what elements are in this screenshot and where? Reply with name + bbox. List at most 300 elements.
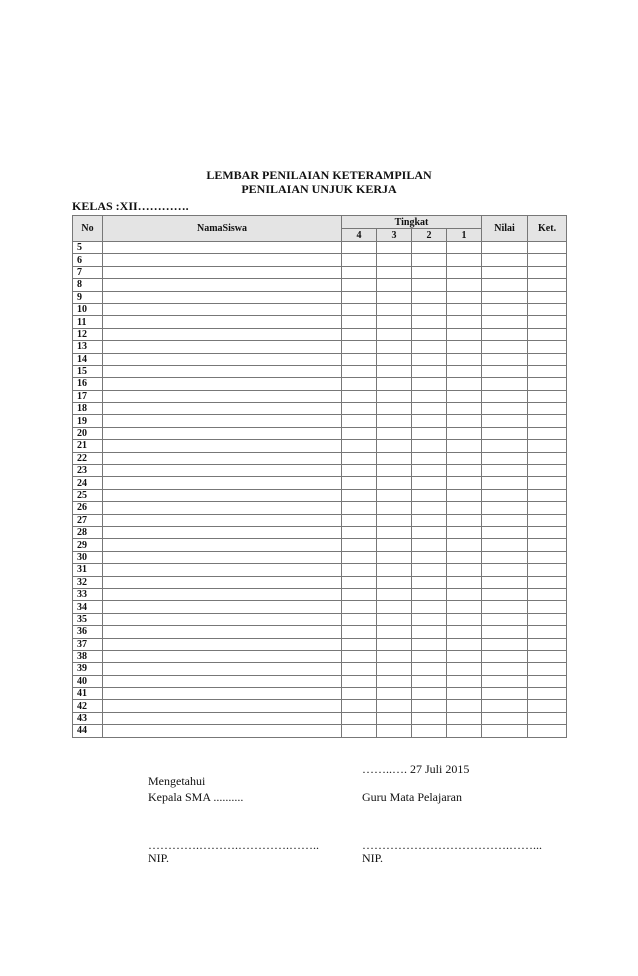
page-subtitle: PENILAIAN UNJUK KERJA (241, 182, 397, 196)
tingkat-4-cell (342, 341, 377, 353)
tingkat-1-cell (447, 477, 482, 489)
ket-cell (528, 291, 567, 303)
tingkat-2-cell (412, 502, 447, 514)
tingkat-3-cell (377, 613, 412, 625)
student-name-cell (103, 502, 342, 514)
tingkat-4-cell (342, 725, 377, 737)
table-row (73, 242, 567, 254)
tingkat-2-cell (412, 303, 447, 315)
table-row (73, 403, 567, 415)
tingkat-3-cell (377, 551, 412, 563)
nilai-cell (482, 390, 528, 402)
student-name-cell (103, 626, 342, 638)
tingkat-2-cell (412, 626, 447, 638)
ket-cell (528, 328, 567, 340)
table-row (73, 266, 567, 278)
tingkat-2-cell (412, 613, 447, 625)
ket-cell (528, 378, 567, 390)
tingkat-1-cell (447, 700, 482, 712)
nilai-cell (482, 279, 528, 291)
tingkat-2-cell (412, 514, 447, 526)
principal-role: Kepala SMA .......... (148, 790, 244, 804)
nilai-cell (482, 675, 528, 687)
nilai-cell (482, 427, 528, 439)
student-name-cell (103, 390, 342, 402)
nilai-cell (482, 465, 528, 477)
student-name-cell (103, 663, 342, 675)
row-number: 17 (73, 390, 103, 402)
column-header-name: NamaSiswa (103, 216, 342, 242)
row-number: 22 (73, 452, 103, 464)
tingkat-3-cell (377, 365, 412, 377)
nilai-cell (482, 551, 528, 563)
tingkat-3-cell (377, 576, 412, 588)
tingkat-2-cell (412, 403, 447, 415)
tingkat-4-cell (342, 588, 377, 600)
nilai-cell (482, 266, 528, 278)
tingkat-4-cell (342, 254, 377, 266)
student-name-cell (103, 465, 342, 477)
nilai-cell (482, 303, 528, 315)
tingkat-1-cell (447, 551, 482, 563)
tingkat-4-cell (342, 440, 377, 452)
row-number: 31 (73, 564, 103, 576)
ket-cell (528, 415, 567, 427)
tingkat-1-cell (447, 353, 482, 365)
tingkat-4-cell (342, 688, 377, 700)
table-row (73, 365, 567, 377)
ket-cell (528, 279, 567, 291)
student-name-cell (103, 688, 342, 700)
teacher-signature-line: ……………………………….……... (362, 838, 542, 852)
nilai-cell (482, 564, 528, 576)
row-number: 18 (73, 403, 103, 415)
tingkat-3-cell (377, 291, 412, 303)
tingkat-4-cell (342, 700, 377, 712)
tingkat-2-cell (412, 725, 447, 737)
tingkat-3-cell (377, 725, 412, 737)
ket-cell (528, 427, 567, 439)
row-number: 24 (73, 477, 103, 489)
tingkat-3-cell (377, 650, 412, 662)
student-name-cell (103, 328, 342, 340)
nilai-cell (482, 725, 528, 737)
tingkat-3-cell (377, 415, 412, 427)
student-name-cell (103, 279, 342, 291)
table-row (73, 688, 567, 700)
row-number: 16 (73, 378, 103, 390)
tingkat-2-cell (412, 588, 447, 600)
tingkat-4-cell (342, 576, 377, 588)
tingkat-1-cell (447, 613, 482, 625)
student-name-cell (103, 551, 342, 563)
table-row (73, 601, 567, 613)
tingkat-4-cell (342, 601, 377, 613)
tingkat-1-cell (447, 688, 482, 700)
row-number: 41 (73, 688, 103, 700)
nilai-cell (482, 526, 528, 538)
tingkat-3-cell (377, 427, 412, 439)
ket-cell (528, 353, 567, 365)
student-name-cell (103, 725, 342, 737)
student-name-cell (103, 712, 342, 724)
tingkat-1-cell (447, 378, 482, 390)
tingkat-3-cell (377, 564, 412, 576)
ket-cell (528, 688, 567, 700)
ket-cell (528, 452, 567, 464)
table-row (73, 613, 567, 625)
tingkat-4-cell (342, 291, 377, 303)
table-row (73, 551, 567, 563)
tingkat-3-cell (377, 539, 412, 551)
tingkat-3-cell (377, 588, 412, 600)
tingkat-1-cell (447, 663, 482, 675)
nilai-cell (482, 489, 528, 501)
ket-cell (528, 316, 567, 328)
student-name-cell (103, 403, 342, 415)
nilai-cell (482, 663, 528, 675)
table-row (73, 514, 567, 526)
table-row (73, 489, 567, 501)
row-number: 23 (73, 465, 103, 477)
ket-cell (528, 551, 567, 563)
nilai-cell (482, 700, 528, 712)
nilai-cell (482, 378, 528, 390)
row-number: 32 (73, 576, 103, 588)
table-row (73, 291, 567, 303)
row-number: 5 (73, 242, 103, 254)
row-number: 37 (73, 638, 103, 650)
tingkat-4-cell (342, 452, 377, 464)
tingkat-1-cell (447, 650, 482, 662)
table-row (73, 725, 567, 737)
tingkat-1-cell (447, 601, 482, 613)
row-number: 44 (73, 725, 103, 737)
tingkat-3-cell (377, 675, 412, 687)
tingkat-1-cell (447, 539, 482, 551)
class-label: KELAS :XII…………. (72, 199, 189, 213)
tingkat-2-cell (412, 489, 447, 501)
tingkat-4-cell (342, 626, 377, 638)
tingkat-2-cell (412, 390, 447, 402)
nilai-cell (482, 403, 528, 415)
tingkat-1-cell (447, 341, 482, 353)
tingkat-3-cell (377, 514, 412, 526)
student-name-cell (103, 266, 342, 278)
row-number: 25 (73, 489, 103, 501)
nilai-cell (482, 588, 528, 600)
table-row (73, 675, 567, 687)
tingkat-2-cell (412, 328, 447, 340)
tingkat-3-cell (377, 712, 412, 724)
tingkat-3-cell (377, 688, 412, 700)
ket-cell (528, 526, 567, 538)
tingkat-3-cell (377, 303, 412, 315)
tingkat-2-cell (412, 254, 447, 266)
tingkat-level-header: 3 (377, 229, 412, 242)
nilai-cell (482, 415, 528, 427)
student-name-cell (103, 526, 342, 538)
table-row (73, 465, 567, 477)
tingkat-4-cell (342, 328, 377, 340)
nilai-cell (482, 328, 528, 340)
tingkat-4-cell (342, 415, 377, 427)
tingkat-4-cell (342, 650, 377, 662)
ket-cell (528, 539, 567, 551)
nilai-cell (482, 576, 528, 588)
approval-heading: Mengetahui (148, 774, 206, 788)
tingkat-4-cell (342, 564, 377, 576)
tingkat-2-cell (412, 452, 447, 464)
row-number: 14 (73, 353, 103, 365)
tingkat-4-cell (342, 477, 377, 489)
tingkat-4-cell (342, 465, 377, 477)
row-number: 42 (73, 700, 103, 712)
tingkat-1-cell (447, 452, 482, 464)
table-row (73, 638, 567, 650)
table-row (73, 390, 567, 402)
row-number: 29 (73, 539, 103, 551)
assessment-table (72, 215, 567, 738)
ket-cell (528, 626, 567, 638)
tingkat-3-cell (377, 316, 412, 328)
tingkat-4-cell (342, 712, 377, 724)
tingkat-2-cell (412, 341, 447, 353)
table-row (73, 576, 567, 588)
tingkat-1-cell (447, 675, 482, 687)
tingkat-4-cell (342, 390, 377, 402)
tingkat-2-cell (412, 465, 447, 477)
tingkat-3-cell (377, 341, 412, 353)
tingkat-3-cell (377, 328, 412, 340)
tingkat-3-cell (377, 526, 412, 538)
table-row (73, 378, 567, 390)
table-row (73, 303, 567, 315)
student-name-cell (103, 564, 342, 576)
tingkat-4-cell (342, 353, 377, 365)
ket-cell (528, 675, 567, 687)
tingkat-3-cell (377, 663, 412, 675)
tingkat-1-cell (447, 427, 482, 439)
ket-cell (528, 365, 567, 377)
tingkat-1-cell (447, 638, 482, 650)
row-number: 26 (73, 502, 103, 514)
tingkat-2-cell (412, 279, 447, 291)
ket-cell (528, 576, 567, 588)
tingkat-3-cell (377, 638, 412, 650)
tingkat-1-cell (447, 415, 482, 427)
tingkat-2-cell (412, 688, 447, 700)
nilai-cell (482, 316, 528, 328)
row-number: 12 (73, 328, 103, 340)
tingkat-4-cell (342, 427, 377, 439)
nilai-cell (482, 353, 528, 365)
tingkat-1-cell (447, 254, 482, 266)
tingkat-4-cell (342, 551, 377, 563)
tingkat-1-cell (447, 328, 482, 340)
student-name-cell (103, 489, 342, 501)
row-number: 11 (73, 316, 103, 328)
ket-cell (528, 700, 567, 712)
tingkat-3-cell (377, 477, 412, 489)
tingkat-2-cell (412, 378, 447, 390)
student-name-cell (103, 601, 342, 613)
nilai-cell (482, 613, 528, 625)
row-number: 34 (73, 601, 103, 613)
principal-nip: NIP. (148, 851, 170, 865)
nilai-cell (482, 242, 528, 254)
tingkat-4-cell (342, 663, 377, 675)
page-title: LEMBAR PENILAIAN KETERAMPILAN (206, 168, 432, 182)
nilai-cell (482, 514, 528, 526)
nilai-cell (482, 291, 528, 303)
student-name-cell (103, 675, 342, 687)
tingkat-4-cell (342, 502, 377, 514)
tingkat-1-cell (447, 403, 482, 415)
nilai-cell (482, 638, 528, 650)
tingkat-3-cell (377, 403, 412, 415)
tingkat-3-cell (377, 700, 412, 712)
tingkat-3-cell (377, 440, 412, 452)
ket-cell (528, 613, 567, 625)
table-row (73, 650, 567, 662)
principal-signature-line: ………….……….………….…….. (148, 838, 319, 852)
student-name-cell (103, 303, 342, 315)
nilai-cell (482, 477, 528, 489)
tingkat-4-cell (342, 675, 377, 687)
row-number: 36 (73, 626, 103, 638)
row-number: 21 (73, 440, 103, 452)
tingkat-4-cell (342, 365, 377, 377)
column-header-nilai: Nilai (482, 216, 528, 242)
teacher-nip: NIP. (362, 851, 384, 865)
nilai-cell (482, 502, 528, 514)
row-number: 6 (73, 254, 103, 266)
tingkat-1-cell (447, 279, 482, 291)
nilai-cell (482, 365, 528, 377)
tingkat-1-cell (447, 712, 482, 724)
tingkat-1-cell (447, 465, 482, 477)
nilai-cell (482, 341, 528, 353)
tingkat-2-cell (412, 551, 447, 563)
tingkat-4-cell (342, 526, 377, 538)
student-name-cell (103, 477, 342, 489)
nilai-cell (482, 440, 528, 452)
ket-cell (528, 588, 567, 600)
student-name-cell (103, 353, 342, 365)
ket-cell (528, 266, 567, 278)
tingkat-2-cell (412, 242, 447, 254)
tingkat-1-cell (447, 502, 482, 514)
table-row (73, 502, 567, 514)
row-number: 8 (73, 279, 103, 291)
tingkat-3-cell (377, 452, 412, 464)
ket-cell (528, 650, 567, 662)
tingkat-3-cell (377, 378, 412, 390)
tingkat-4-cell (342, 316, 377, 328)
tingkat-3-cell (377, 242, 412, 254)
row-number: 43 (73, 712, 103, 724)
student-name-cell (103, 365, 342, 377)
ket-cell (528, 725, 567, 737)
ket-cell (528, 242, 567, 254)
row-number: 38 (73, 650, 103, 662)
ket-cell (528, 489, 567, 501)
student-name-cell (103, 613, 342, 625)
ket-cell (528, 564, 567, 576)
ket-cell (528, 465, 567, 477)
row-number: 13 (73, 341, 103, 353)
student-name-cell (103, 427, 342, 439)
student-name-cell (103, 576, 342, 588)
table-row (73, 626, 567, 638)
teacher-role: Guru Mata Pelajaran (362, 790, 462, 804)
tingkat-2-cell (412, 712, 447, 724)
tingkat-1-cell (447, 440, 482, 452)
tingkat-3-cell (377, 601, 412, 613)
tingkat-level-header: 4 (342, 229, 377, 242)
nilai-cell (482, 254, 528, 266)
table-row (73, 415, 567, 427)
tingkat-1-cell (447, 725, 482, 737)
student-name-cell (103, 539, 342, 551)
ket-cell (528, 303, 567, 315)
ket-cell (528, 403, 567, 415)
table-row (73, 564, 567, 576)
student-name-cell (103, 254, 342, 266)
tingkat-4-cell (342, 242, 377, 254)
column-header-tingkat: Tingkat (342, 216, 482, 229)
tingkat-2-cell (412, 601, 447, 613)
student-name-cell (103, 378, 342, 390)
table-row (73, 328, 567, 340)
tingkat-2-cell (412, 675, 447, 687)
tingkat-2-cell (412, 415, 447, 427)
tingkat-1-cell (447, 626, 482, 638)
student-name-cell (103, 415, 342, 427)
table-row (73, 427, 567, 439)
tingkat-1-cell (447, 303, 482, 315)
tingkat-3-cell (377, 254, 412, 266)
ket-cell (528, 601, 567, 613)
nilai-cell (482, 650, 528, 662)
student-name-cell (103, 341, 342, 353)
table-row (73, 353, 567, 365)
tingkat-3-cell (377, 465, 412, 477)
tingkat-2-cell (412, 576, 447, 588)
tingkat-4-cell (342, 638, 377, 650)
column-header-ket: Ket. (528, 216, 567, 242)
student-name-cell (103, 588, 342, 600)
table-row (73, 539, 567, 551)
tingkat-2-cell (412, 564, 447, 576)
nilai-cell (482, 539, 528, 551)
tingkat-3-cell (377, 353, 412, 365)
tingkat-1-cell (447, 489, 482, 501)
row-number: 19 (73, 415, 103, 427)
tingkat-2-cell (412, 440, 447, 452)
tingkat-2-cell (412, 365, 447, 377)
row-number: 15 (73, 365, 103, 377)
table-row (73, 712, 567, 724)
tingkat-2-cell (412, 638, 447, 650)
row-number: 27 (73, 514, 103, 526)
tingkat-4-cell (342, 303, 377, 315)
tingkat-3-cell (377, 489, 412, 501)
ket-cell (528, 477, 567, 489)
student-name-cell (103, 638, 342, 650)
row-number: 28 (73, 526, 103, 538)
